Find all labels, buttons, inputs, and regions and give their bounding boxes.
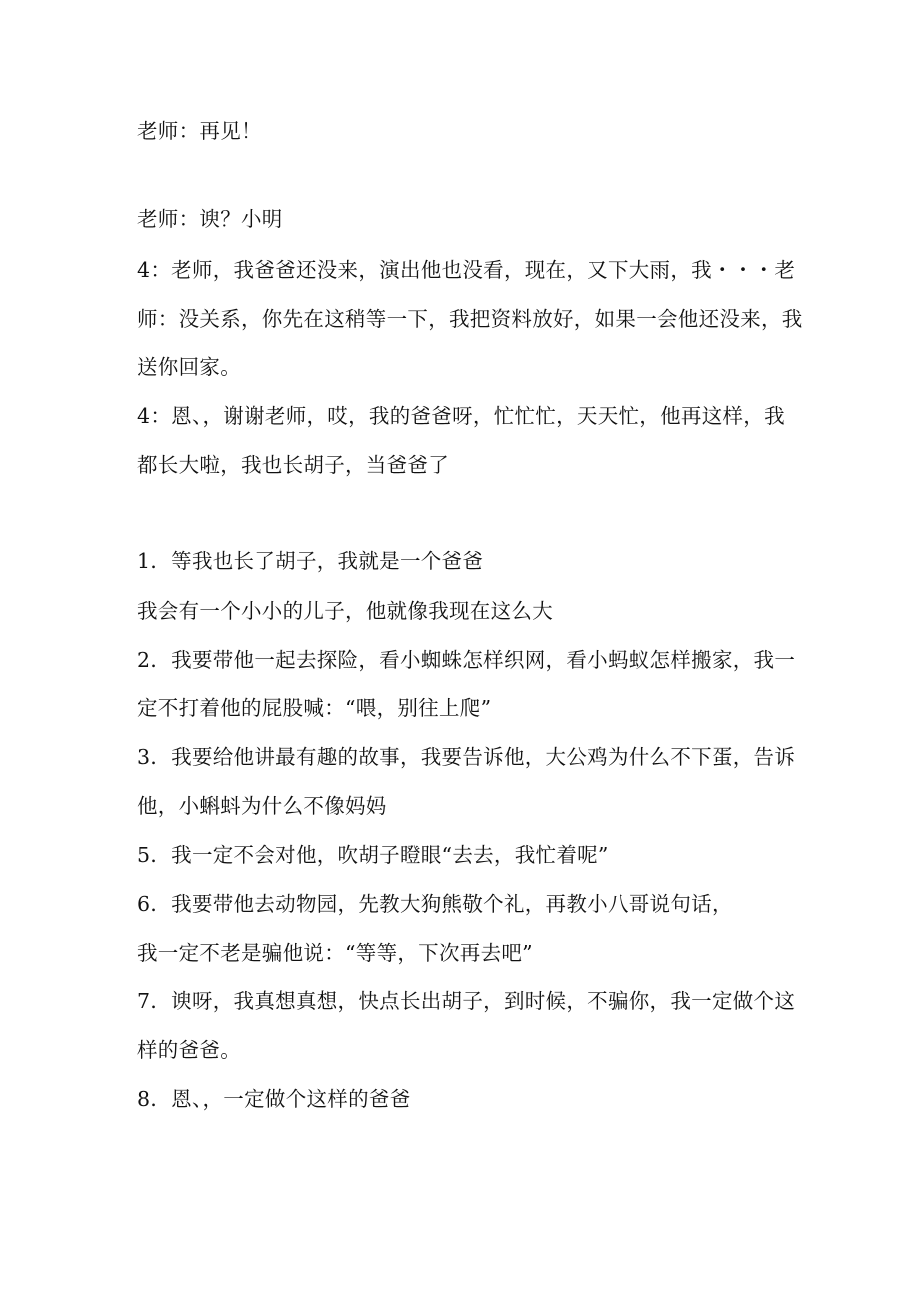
text-line: 师：没关系，你先在这稍等一下，我把资料放好，如果一会他还没来，我	[137, 307, 803, 331]
text-line: 6．我要带他去动物园，先教大狗熊敬个礼，再教小八哥说句话，	[137, 892, 733, 916]
text-line: 7．谀呀，我真想真想，快点长出胡子，到时候，不骗你，我一定做个这	[137, 989, 796, 1013]
text-line: 他，小蝌蚪为什么不像妈妈	[137, 794, 387, 818]
text-line: 2．我要带他一起去探险，看小蜘蛛怎样织网，看小蚂蚁怎样搬家，我一	[137, 648, 796, 672]
text-line: 样的爸爸。	[137, 1038, 241, 1062]
text-line: 老师：谀？小明	[137, 207, 283, 231]
text-line: 都长大啦，我也长胡子，当爸爸了	[137, 453, 449, 477]
text-line: 4：老师，我爸爸还没来，演出他也没看，现在，又下大雨，我・・・老	[137, 258, 796, 282]
text-line: 定不打着他的屁股喊：“喂，别往上爬”	[137, 696, 492, 720]
text-line: 送你回家。	[137, 355, 241, 379]
text-line: 我会有一个小小的儿子，他就像我现在这么大	[137, 599, 553, 623]
text-line: 1．等我也长了胡子，我就是一个爸爸	[137, 549, 484, 573]
text-line: 4：恩、，谢谢老师，哎，我的爸爸呀，忙忙忙，天天忙，他再这样，我	[137, 404, 785, 428]
text-line: 8．恩、，一定做个这样的爸爸	[137, 1087, 411, 1111]
text-line: 3．我要给他讲最有趣的故事，我要告诉他，大公鸡为什么不下蛋，告诉	[137, 745, 796, 769]
text-line: 我一定不老是骗他说：“等等，下次再去吧”	[137, 941, 533, 965]
text-line: 老师：再见！	[137, 119, 262, 143]
text-line: 5．我一定不会对他，吹胡子瞪眼“去去，我忙着呢”	[137, 843, 609, 867]
